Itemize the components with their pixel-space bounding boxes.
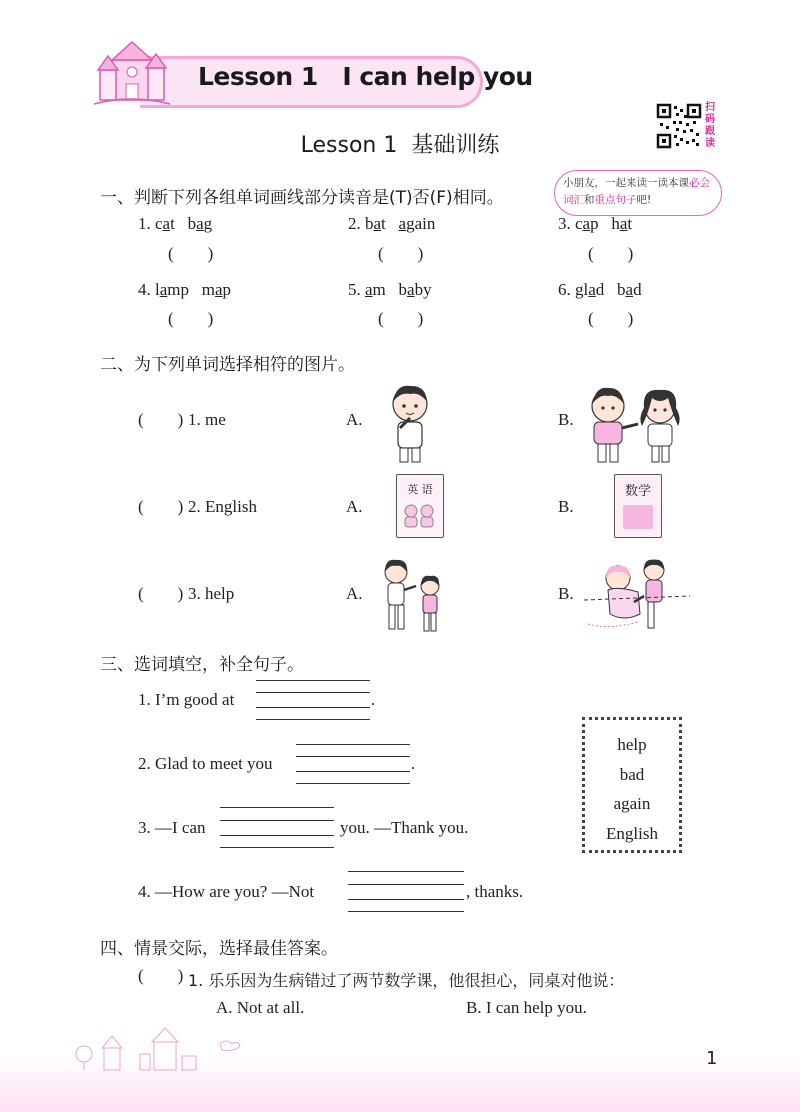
sentence-prefix: 2. Glad to meet you bbox=[138, 754, 273, 773]
answer-paren[interactable]: ( ) bbox=[138, 497, 184, 516]
book-b-title: 数学 bbox=[624, 484, 651, 499]
sentence-suffix: you. —Thank you. bbox=[340, 818, 469, 837]
word-part: b bbox=[365, 214, 374, 233]
word-part: gl bbox=[575, 280, 589, 299]
lesson-title: Lesson 1 I can help you bbox=[198, 62, 533, 91]
underlined-letter: a bbox=[196, 214, 204, 233]
item-number: 2. bbox=[348, 214, 361, 233]
answer-paren[interactable]: ( ) bbox=[588, 244, 634, 263]
word-part: h bbox=[611, 214, 620, 233]
word-part: p bbox=[590, 214, 599, 233]
answer-blank[interactable] bbox=[296, 771, 410, 772]
answer-blank[interactable] bbox=[256, 707, 370, 708]
section3-heading: 三、选词填空，补全句子。 bbox=[100, 655, 304, 675]
blank-line bbox=[296, 783, 410, 784]
option-a[interactable]: A. Not at all. bbox=[216, 998, 305, 1017]
word-bank-item: again bbox=[613, 794, 651, 813]
word-bank-box bbox=[582, 717, 682, 853]
boy-pointing-self-illustration bbox=[382, 382, 438, 464]
word-bank-item: help bbox=[617, 735, 647, 754]
phonics-item bbox=[138, 214, 212, 234]
children-icon bbox=[397, 501, 443, 531]
girl-helping-illustration bbox=[578, 556, 696, 636]
option-b-label: B. bbox=[558, 497, 574, 516]
answer-paren[interactable]: ( ) bbox=[588, 309, 634, 328]
phonics-item bbox=[348, 214, 435, 234]
blank-line bbox=[296, 744, 410, 745]
castle-icon bbox=[92, 38, 172, 110]
word-part: b bbox=[398, 280, 408, 299]
word-part: t bbox=[627, 214, 633, 233]
answer-blank[interactable] bbox=[348, 899, 464, 900]
blank-line bbox=[220, 820, 334, 821]
underlined-letter: a bbox=[625, 280, 634, 299]
sentence-prefix: 1. I’m good at bbox=[138, 690, 235, 709]
option-b-label: B. bbox=[558, 584, 574, 603]
english-book-illustration bbox=[396, 474, 444, 538]
word-part: d bbox=[595, 280, 605, 299]
underlined-letter: a bbox=[588, 280, 596, 299]
phonics-item bbox=[558, 214, 632, 234]
option-a-label: A. bbox=[346, 410, 363, 429]
answer-paren[interactable]: ( ) bbox=[378, 309, 424, 328]
word-part: t bbox=[170, 214, 175, 233]
footer-town-icon bbox=[70, 1024, 260, 1072]
word-part: m bbox=[201, 280, 215, 299]
word-bank-item: bad bbox=[619, 764, 645, 784]
underlined-letter: a bbox=[162, 214, 171, 233]
word-part: t bbox=[381, 214, 386, 233]
blank-line bbox=[220, 847, 334, 848]
blank-line bbox=[256, 719, 370, 720]
word-part: mp bbox=[167, 280, 190, 299]
bubble-sentences: 重点句子 bbox=[594, 194, 637, 206]
qr-label: 扫码跟读 bbox=[705, 102, 715, 149]
blank-line bbox=[220, 807, 334, 808]
option-b-label: B. bbox=[558, 410, 574, 429]
sentence-prefix: 3. —I can bbox=[138, 818, 206, 837]
answer-paren[interactable]: ( ) bbox=[168, 309, 214, 328]
answer-paren[interactable]: ( ) bbox=[378, 244, 424, 263]
word-part: c bbox=[575, 214, 583, 233]
blank-line bbox=[296, 756, 410, 757]
answer-paren[interactable]: ( ) bbox=[138, 410, 184, 429]
underlined-letter: a bbox=[159, 280, 168, 299]
sentence-prefix: 4. —How are you? —Not bbox=[138, 882, 315, 901]
option-a-label: A. bbox=[346, 584, 363, 603]
blank-line bbox=[348, 911, 464, 912]
number-grid-icon bbox=[623, 505, 653, 529]
bubble-vocab: 必会词汇 bbox=[563, 177, 710, 206]
word-part: g bbox=[203, 214, 213, 233]
answer-paren[interactable]: ( ) bbox=[138, 584, 184, 603]
item-number: 4. bbox=[138, 280, 151, 299]
sentence-suffix: . bbox=[371, 690, 376, 709]
section4-heading: 四、情景交际，选择最佳答案。 bbox=[100, 939, 338, 959]
page-number: 1 bbox=[706, 1048, 718, 1069]
item-number: 5. bbox=[348, 280, 361, 299]
word-part: b bbox=[187, 214, 197, 233]
tip-bubble bbox=[554, 170, 722, 216]
word-part: b bbox=[617, 280, 626, 299]
underlined-letter: a bbox=[619, 214, 628, 233]
underlined-letter: a bbox=[407, 280, 415, 299]
word-label: 1. me bbox=[188, 410, 226, 429]
word-part: d bbox=[633, 280, 642, 299]
underlined-letter: a bbox=[582, 214, 591, 233]
word-part: p bbox=[222, 280, 232, 299]
girls-talking-illustration bbox=[376, 556, 448, 636]
sentence-suffix: . bbox=[411, 754, 416, 773]
word-part: m bbox=[372, 280, 386, 299]
math-book-illustration bbox=[614, 474, 662, 538]
boy-and-girl-illustration bbox=[580, 382, 692, 468]
section2-heading: 二、为下列单词选择相符的图片。 bbox=[100, 355, 355, 375]
underlined-letter: a bbox=[373, 214, 382, 233]
word-part: by bbox=[414, 280, 432, 299]
phonics-item bbox=[558, 280, 642, 300]
bubble-and: 和 bbox=[584, 194, 595, 206]
word-part: c bbox=[155, 214, 163, 233]
answer-paren[interactable]: ( ) bbox=[138, 966, 184, 985]
question-text: 1. 乐乐因为生病错过了两节数学课，他很担心，同桌对他说： bbox=[188, 971, 625, 990]
sentence-suffix: , thanks. bbox=[466, 882, 524, 901]
underlined-letter: a bbox=[215, 280, 223, 299]
item-number: 1. bbox=[138, 214, 151, 233]
item-number: 3. bbox=[558, 214, 571, 233]
option-b[interactable]: B. I can help you. bbox=[466, 998, 587, 1017]
blank-line bbox=[256, 692, 370, 693]
section1-heading: 一、判断下列各组单词画线部分读音是(T)否(F)相同。 bbox=[100, 188, 504, 208]
bubble-post: 吧! bbox=[636, 194, 652, 206]
answer-blank[interactable] bbox=[220, 835, 334, 836]
word-bank-item: English bbox=[606, 823, 658, 843]
option-a-label: A. bbox=[346, 497, 363, 516]
blank-line bbox=[256, 680, 370, 681]
item-number: 6. bbox=[558, 280, 571, 299]
word-label: 3. help bbox=[188, 584, 235, 603]
word-part: l bbox=[155, 280, 160, 299]
underlined-letter: a bbox=[365, 280, 373, 299]
book-a-title: 英 语 bbox=[407, 483, 433, 496]
underlined-letter: a bbox=[398, 214, 407, 233]
blank-line bbox=[348, 871, 464, 872]
word-label: 2. English bbox=[188, 497, 257, 516]
word-part: gain bbox=[406, 214, 436, 233]
phonics-item bbox=[348, 280, 432, 300]
answer-paren[interactable]: ( ) bbox=[168, 244, 214, 263]
page-subtitle: Lesson 1 基础训练 bbox=[300, 133, 500, 158]
bubble-text: 小朋友，一起来读一读本课 bbox=[563, 177, 689, 189]
phonics-item bbox=[138, 280, 231, 300]
blank-line bbox=[348, 884, 464, 885]
